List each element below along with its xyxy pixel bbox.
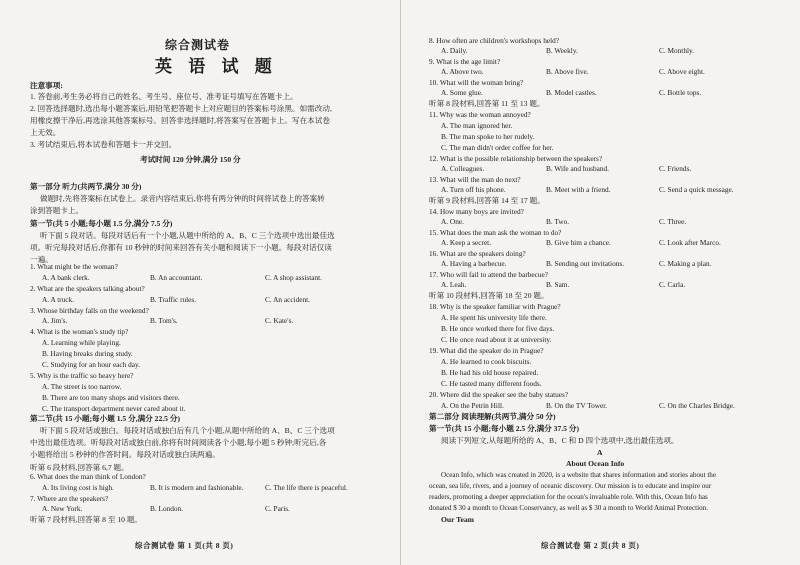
material-note: 听第 7 段材料,回答第 8 至 10 题。 bbox=[30, 515, 143, 524]
question-stem: 3. Whose birthday falls on the weekend? bbox=[30, 306, 149, 315]
option-b: B. Wife and husband. bbox=[546, 164, 610, 173]
option-a: A. He learned to cook biscuits. bbox=[441, 357, 532, 366]
question-stem: 13. What will the man do next? bbox=[429, 175, 521, 184]
material-note: 听第 8 段材料,回答第 11 至 13 题。 bbox=[429, 99, 545, 108]
option-b: B. An accountant. bbox=[150, 273, 203, 282]
option-b: B. Tom's. bbox=[150, 316, 178, 325]
part1-desc: 涂到答题卡上。 bbox=[30, 206, 84, 215]
option-a: A. Turn off his phone. bbox=[441, 185, 506, 194]
passage-letter: A bbox=[597, 448, 603, 457]
option-c: C. Carla. bbox=[659, 280, 686, 289]
option-c: C. Above eight. bbox=[659, 67, 705, 76]
question-stem: 6. What does the man think of London? bbox=[30, 472, 146, 481]
option-b: B. He once worked there for five days. bbox=[441, 324, 555, 333]
part2-section1: 第一节(共 15 小题;每小题 2.5 分,满分 37.5 分) bbox=[429, 424, 579, 433]
part1-desc: 做题时,先将答案标在试卷上。录音内容结束后,你将有两分钟的时间将试卷上的答案转 bbox=[40, 194, 325, 203]
section1-desc: 一遍。 bbox=[30, 255, 53, 264]
option-c: C. Studying for an hour each day. bbox=[42, 360, 141, 369]
option-b: B. Two. bbox=[546, 217, 570, 226]
option-a: A. One. bbox=[441, 217, 464, 226]
question-stem: 8. How often are children's workshops held? bbox=[429, 36, 559, 45]
option-c: C. Kate's. bbox=[265, 316, 294, 325]
option-a: A. Learning while playing. bbox=[42, 338, 121, 347]
section2-desc: 听下面 5 段对话或独白。每段对话或独白后有几个小题,从题中所给的 A、B、C 三个选项 bbox=[40, 426, 335, 435]
part2-title: 第二部分 阅读理解(共两节,满分 50 分) bbox=[429, 412, 556, 421]
part1-title: 第一部分 听力(共两节,满分 30 分) bbox=[30, 182, 142, 191]
option-b: B. There are too many shops and visitors there. bbox=[42, 393, 180, 402]
option-c: C. The transport department never cared about it. bbox=[42, 404, 186, 413]
notice-title: 注意事项: bbox=[30, 81, 63, 90]
option-b: B. Above five. bbox=[546, 67, 589, 76]
question-stem: 7. Where are the speakers? bbox=[30, 494, 109, 503]
our-team-heading: Our Team bbox=[441, 515, 474, 524]
option-a: A. Above two. bbox=[441, 67, 484, 76]
question-stem: 16. What are the speakers doing? bbox=[429, 249, 526, 258]
doc-title: 综合测试卷 bbox=[165, 38, 231, 52]
page-footer: 综合测试卷 第 2 页(共 8 页) bbox=[541, 541, 640, 550]
option-c: C. He tasted many different foods. bbox=[441, 379, 542, 388]
question-stem: 11. Why was the woman annoyed? bbox=[429, 110, 531, 119]
section1-desc: 项。听完每段对话后,你都有 10 秒钟的时间来回答有关小题和阅读下一小题。每段对话仅读 bbox=[30, 243, 332, 252]
option-b: B. Sam. bbox=[546, 280, 570, 289]
option-b: B. Sending out invitations. bbox=[546, 259, 625, 268]
option-a: A. Leah. bbox=[441, 280, 467, 289]
passage-line: Ocean Info, which was created in 2020, is a website that shares information and stories about the bbox=[441, 471, 716, 479]
passage-title: About Ocean Info bbox=[566, 459, 625, 468]
option-c: C. Making a plan. bbox=[659, 259, 712, 268]
section1-desc: 听下面 5 段对话。每段对话后有一个小题,从题中所给的 A、B、C 三个选项中选出最佳选 bbox=[40, 231, 335, 240]
option-b: B. The man spoke to her rudely. bbox=[441, 132, 535, 141]
option-c: C. The life there is peaceful. bbox=[265, 483, 348, 492]
question-stem: 17. Who will fail to attend the barbecue? bbox=[429, 270, 549, 279]
option-a: A. Its living cost is high. bbox=[42, 483, 114, 492]
notice-line: 用橡皮擦干净后,再选涂其他答案标号。回答非选择题时,将答案写在答题卡上。写在本试卷 bbox=[30, 116, 330, 125]
option-c: C. He once read about it at university. bbox=[441, 335, 552, 344]
section2-title: 第二节(共 15 小题;每小题 1.5 分,满分 22.5 分) bbox=[30, 414, 180, 423]
option-a: A. Some glue. bbox=[441, 88, 483, 97]
material-note: 听第 10 段材料,回答第 18 至 20 题。 bbox=[429, 291, 549, 300]
page-footer: 综合测试卷 第 1 页(共 8 页) bbox=[135, 541, 234, 550]
notice-line: 2. 回答选择题时,选出每小题答案后,用铅笔把答题卡上对应题目的答案标号涂黑。如需改动, bbox=[30, 104, 332, 113]
section1-title: 第一节(共 5 小题;每小题 1.5 分,满分 7.5 分) bbox=[30, 219, 173, 228]
option-c: C. Friends. bbox=[659, 164, 692, 173]
question-stem: 20. Where did the speaker see the baby statues? bbox=[429, 390, 569, 399]
option-b: B. Model castles. bbox=[546, 88, 597, 97]
option-b: B. It is modern and fashionable. bbox=[150, 483, 244, 492]
option-b: B. Meet with a friend. bbox=[546, 185, 611, 194]
option-c: C. On the Charles Bridge. bbox=[659, 401, 735, 410]
question-stem: 19. What did the speaker do in Prague? bbox=[429, 346, 544, 355]
option-a: A. New York. bbox=[42, 504, 83, 513]
material-note: 听第 9 段材料,回答第 14 至 17 题。 bbox=[429, 196, 545, 205]
option-a: A. A bank clerk. bbox=[42, 273, 90, 282]
question-stem: 2. What are the speakers talking about? bbox=[30, 284, 145, 293]
option-c: C. Paris. bbox=[265, 504, 290, 513]
passage-line: ocean, sea life, rivers, and a journey of oceanic discovery. Our mission is to educate and inspire our bbox=[429, 482, 712, 490]
notice-line: 3. 考试结束后,将本试卷和答题卡一并交回。 bbox=[30, 140, 177, 149]
notice-line: 1. 答卷前,考生务必将自己的姓名、考生号、座位号、准考证号填写在答题卡上。 bbox=[30, 92, 298, 101]
option-a: A. Daily. bbox=[441, 46, 468, 55]
right-page bbox=[400, 0, 800, 565]
question-stem: 18. Why is the speaker familiar with Prague? bbox=[429, 302, 561, 311]
question-stem: 5. Why is the traffic so heavy here? bbox=[30, 371, 134, 380]
option-c: C. An accident. bbox=[265, 295, 310, 304]
question-stem: 4. What is the woman's study tip? bbox=[30, 327, 129, 336]
question-stem: 15. What does the man ask the woman to do? bbox=[429, 228, 562, 237]
option-c: C. The man didn't order coffee for her. bbox=[441, 143, 554, 152]
option-b: B. Give him a chance. bbox=[546, 238, 611, 247]
option-c: C. Look after Marco. bbox=[659, 238, 721, 247]
question-stem: 10. What will the woman bring? bbox=[429, 78, 524, 87]
option-b: B. He had his old house repaired. bbox=[441, 368, 539, 377]
option-a: A. Jim's. bbox=[42, 316, 68, 325]
section2-desc: 小题将给出 5 秒钟的作答时间。每段对话或独白读两遍。 bbox=[30, 450, 220, 459]
option-a: A. Colleagues. bbox=[441, 164, 485, 173]
option-b: B. Having breaks during study. bbox=[42, 349, 133, 358]
option-b: B. London. bbox=[150, 504, 184, 513]
option-a: A. On the Petrin Hill. bbox=[441, 401, 504, 410]
option-c: C. Send a quick message. bbox=[659, 185, 734, 194]
option-a: A. The man ignored her. bbox=[441, 121, 513, 130]
option-b: B. Weekly. bbox=[546, 46, 578, 55]
question-stem: 12. What is the possible relationship between the speakers? bbox=[429, 154, 603, 163]
option-a: A. A truck. bbox=[42, 295, 75, 304]
doc-subtitle: 英 语 试 题 bbox=[155, 57, 278, 76]
section2-desc: 中选出最佳选项。听每段对话或独白前,你将有时间阅读各个小题,每小题 5 秒钟;听完后,各 bbox=[30, 438, 327, 447]
option-c: C. Monthly. bbox=[659, 46, 695, 55]
option-a: A. He spent his university life there. bbox=[441, 313, 547, 322]
exam-time: 考试时间 120 分钟,满分 150 分 bbox=[140, 155, 241, 164]
option-c: C. A shop assistant. bbox=[265, 273, 322, 282]
option-a: A. Having a barbecue. bbox=[441, 259, 507, 268]
part2-desc: 阅读下列短文,从每题所给的 A、B、C 和 D 四个选项中,选出最佳选项。 bbox=[441, 436, 679, 445]
option-b: B. On the TV Tower. bbox=[546, 401, 608, 410]
option-b: B. Traffic rules. bbox=[150, 295, 197, 304]
material-note: 听第 6 段材料,回答第 6,7 题。 bbox=[30, 463, 129, 472]
notice-line: 上无效。 bbox=[30, 128, 61, 137]
passage-line: readers, promoting a deeper appreciation for the ocean's invaluable role. With this, Ocean Info has bbox=[429, 493, 708, 501]
question-stem: 14. How many boys are invited? bbox=[429, 207, 524, 216]
question-stem: 9. What is the age limit? bbox=[429, 57, 501, 66]
option-c: C. Bottle tops. bbox=[659, 88, 702, 97]
option-a: A. Keep a secret. bbox=[441, 238, 492, 247]
option-a: A. The street is too narrow. bbox=[42, 382, 122, 391]
question-stem: 1. What might be the woman? bbox=[30, 262, 118, 271]
option-c: C. Three. bbox=[659, 217, 687, 226]
passage-line: donated $ 30 a month to Ocean Conservancy, as well as $ 30 a month to World Animal Protection. bbox=[429, 504, 708, 512]
